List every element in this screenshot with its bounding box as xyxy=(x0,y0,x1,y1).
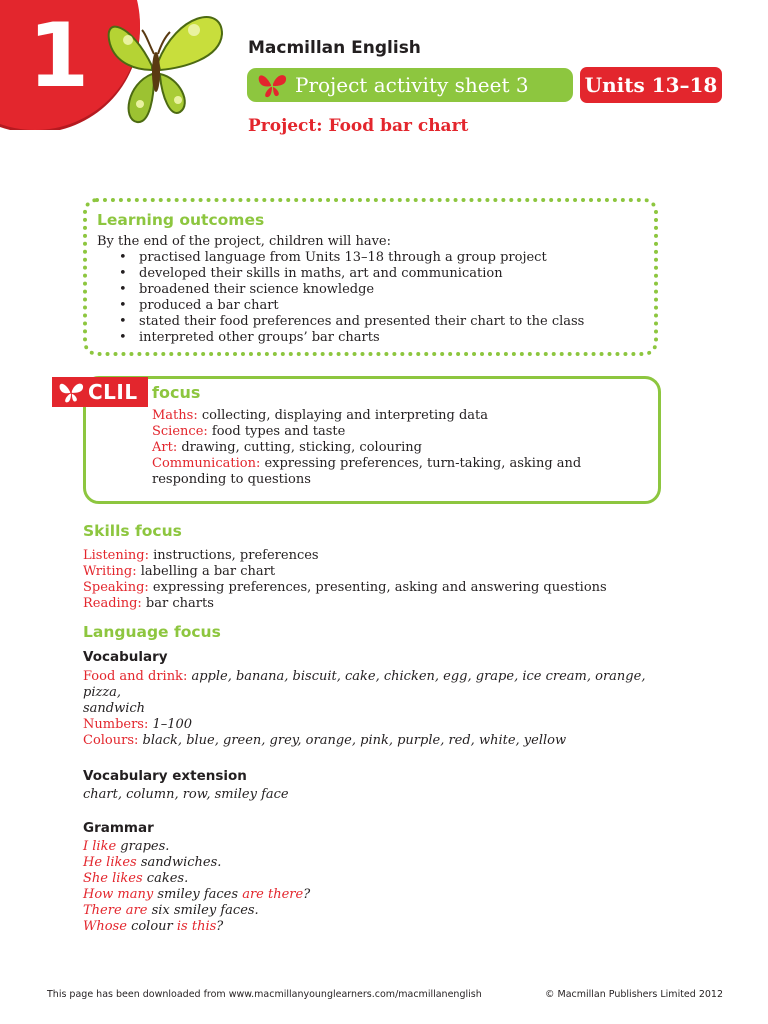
list-item: • interpreted other groups’ bar charts xyxy=(119,330,644,346)
grammar-text: sandwiches. xyxy=(136,855,222,870)
grammar-sentence xyxy=(83,919,683,935)
vocabulary-text: black, blue, green, grey, orange, pink, purple, red, white, yellow xyxy=(138,733,567,748)
grammar-target: There are xyxy=(83,903,148,918)
clil-line xyxy=(152,424,652,440)
clil-text: collecting, displaying and interpreting data xyxy=(197,408,489,423)
clil-focus-label: focus xyxy=(152,383,201,402)
clil-tag xyxy=(52,377,148,407)
units-badge: Units 13–18 xyxy=(580,67,722,103)
language-focus-heading: Language focus xyxy=(83,623,221,641)
vocabulary-line xyxy=(83,701,683,717)
list-item: • developed their skills in maths, art and communication xyxy=(119,266,644,282)
page-footer xyxy=(47,989,723,1000)
skill-text: bar charts xyxy=(141,596,214,611)
vocabulary-line xyxy=(83,733,683,749)
grammar-text: smiley faces xyxy=(153,887,243,902)
clil-line xyxy=(152,408,652,424)
grammar-target: is this xyxy=(176,919,217,934)
grammar-target: Whose xyxy=(83,919,127,934)
sheet-title: Project activity sheet 3 xyxy=(295,73,529,97)
small-butterfly-icon xyxy=(255,71,289,99)
grammar-text: colour xyxy=(126,919,177,934)
skill-text: instructions, preferences xyxy=(148,548,319,563)
grammar-text: six smiley faces. xyxy=(147,903,259,918)
skill-text: labelling a bar chart xyxy=(136,564,276,579)
sheet-title-banner xyxy=(247,68,573,102)
clil-line xyxy=(152,456,652,472)
vocabulary-extension-heading: Vocabulary extension xyxy=(83,768,247,784)
badge-number: 1 xyxy=(28,4,90,107)
grammar-target: How many xyxy=(83,887,154,902)
grammar-sentence xyxy=(83,887,683,903)
vocabulary-text: 1–100 xyxy=(148,717,193,732)
vocabulary-extension-text: chart, column, row, smiley face xyxy=(83,787,289,802)
list-item: • broadened their science knowledge xyxy=(119,282,644,298)
vocabulary-text: sandwich xyxy=(83,701,146,716)
grammar-sentence xyxy=(83,871,683,887)
list-item: • produced a bar chart xyxy=(119,298,644,314)
skill-label: Reading: xyxy=(83,596,142,611)
copyright: © Macmillan Publishers Limited 2012 xyxy=(545,989,723,1000)
grammar-text: ? xyxy=(303,887,311,902)
grammar-sentence xyxy=(83,855,683,871)
vocabulary-line xyxy=(83,669,683,701)
clil-line-continuation: responding to questions xyxy=(152,472,311,487)
skill-line xyxy=(83,548,723,564)
learning-outcomes-list xyxy=(119,250,644,346)
clil-text: food types and taste xyxy=(207,424,346,439)
clil-subject: Maths: xyxy=(152,408,198,423)
language-focus-section xyxy=(83,623,683,935)
grammar-sentence xyxy=(83,903,683,919)
learning-outcomes-intro: By the end of the project, children will have: xyxy=(97,234,391,249)
list-item: • stated their food preferences and presented their chart to the class xyxy=(119,314,644,330)
skill-label: Speaking: xyxy=(83,580,149,595)
skills-focus-heading: Skills focus xyxy=(83,522,182,540)
butterfly-icon xyxy=(82,4,232,140)
skill-label: Writing: xyxy=(83,564,137,579)
small-butterfly-icon xyxy=(56,380,86,404)
grammar-text: cakes. xyxy=(142,871,189,886)
clil-subject: Art: xyxy=(152,440,178,455)
project-title: Project: Food bar chart xyxy=(248,116,469,136)
skill-line xyxy=(83,580,723,596)
grammar-text: ? xyxy=(216,919,224,934)
vocabulary-label: Colours: xyxy=(83,733,139,748)
clil-text: drawing, cutting, sticking, colouring xyxy=(177,440,422,455)
learning-outcomes-box xyxy=(83,198,658,356)
skill-line xyxy=(83,564,723,580)
grammar-target: She likes xyxy=(83,871,143,886)
list-item: • practised language from Units 13–18 through a group project xyxy=(119,250,644,266)
vocabulary-label: Numbers: xyxy=(83,717,149,732)
vocabulary-heading: Vocabulary xyxy=(83,649,168,665)
grammar-sentence xyxy=(83,839,683,855)
skills-focus-section xyxy=(83,522,723,612)
vocabulary-text: apple, banana, biscuit, cake, chicken, egg, grape, ice cream, orange, pizza, xyxy=(83,669,646,700)
download-note: This page has been downloaded from www.macmillanyounglearners.com/macmillanenglish xyxy=(47,989,482,1000)
publisher-title: Macmillan English xyxy=(248,38,421,58)
clil-lines xyxy=(152,408,652,488)
grammar-heading: Grammar xyxy=(83,820,154,836)
skill-text: expressing preferences, presenting, asking and answering questions xyxy=(148,580,607,595)
clil-line xyxy=(152,440,652,456)
vocabulary-line xyxy=(83,717,683,733)
clil-text: expressing preferences, turn-taking, asking and xyxy=(260,456,582,471)
grammar-text: grapes. xyxy=(116,839,170,854)
grammar-target: are there xyxy=(242,887,304,902)
grammar-target: He likes xyxy=(83,855,137,870)
skill-line xyxy=(83,596,723,612)
learning-outcomes-heading: Learning outcomes xyxy=(97,211,265,229)
clil-subject: Communication: xyxy=(152,456,261,471)
clil-subject: Science: xyxy=(152,424,208,439)
clil-label: CLIL xyxy=(88,380,138,404)
grammar-target: I like xyxy=(83,839,117,854)
skill-label: Listening: xyxy=(83,548,149,563)
vocabulary-label: Food and drink: xyxy=(83,669,188,684)
